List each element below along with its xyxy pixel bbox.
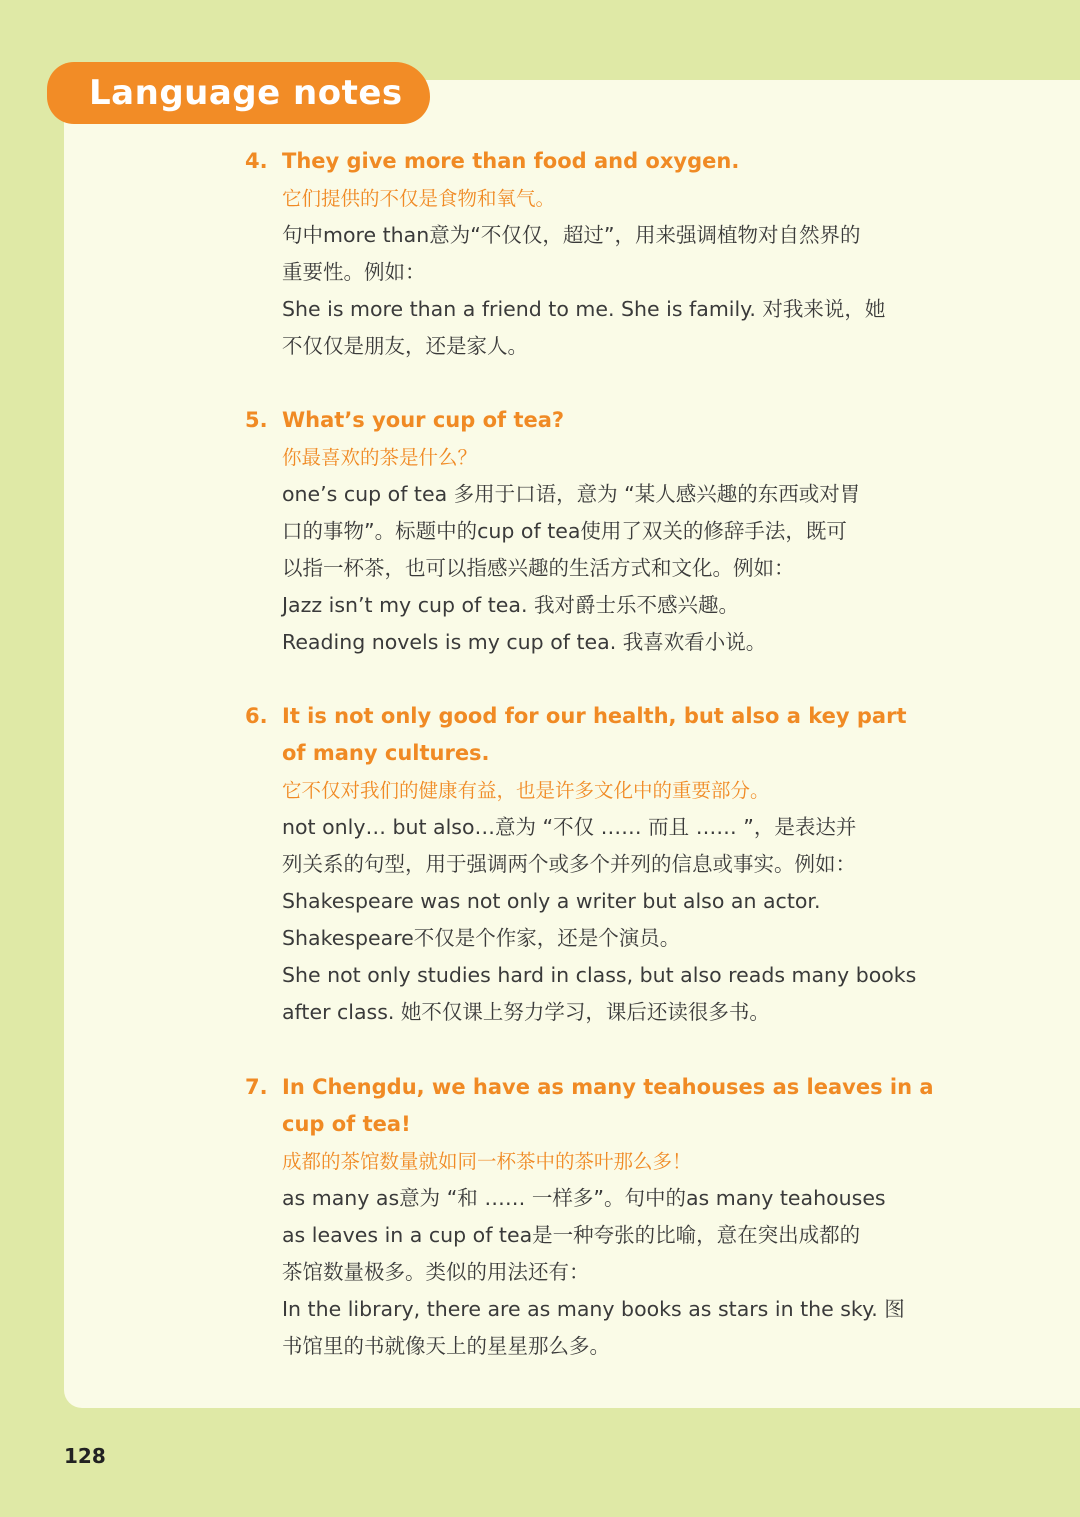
note-title-en: It is not only good for our health, but also a key part <box>282 704 907 728</box>
note-title-zh: 成都的茶馆数量就如同一杯茶中的茶叶那么多！ <box>282 1150 692 1173</box>
section-header-tab <box>47 62 430 124</box>
note-body <box>282 143 922 365</box>
note-text-line: Shakespeare was not only a writer but also an actor. <box>282 889 821 913</box>
note-title-en: of many cultures. <box>282 741 490 765</box>
note-text-line: 句中more than意为“不仅仅，超过”，用来强调植物对自然界的 <box>282 223 861 247</box>
note-body <box>282 402 922 661</box>
note-text-line: In the library, there are as many books as stars in the sky. 图 <box>282 1297 905 1321</box>
note-text-line: Reading novels is my cup of tea. 我喜欢看小说。 <box>282 630 767 654</box>
note-text-line: not only… but also…意为 “不仅 …… 而且 …… ”，是表达并 <box>282 815 857 839</box>
note-number: 7. <box>245 1075 268 1099</box>
section-title: Language notes <box>89 73 403 113</box>
note-number: 4. <box>245 149 268 173</box>
note-text-line: Jazz isn’t my cup of tea. 我对爵士乐不感兴趣。 <box>282 593 740 617</box>
note-body <box>282 698 922 1031</box>
note-title-en: They give more than food and oxygen. <box>282 149 740 173</box>
note-text-line: She is more than a friend to me. She is family. 对我来说，她 <box>282 297 886 321</box>
note-text-line: She not only studies hard in class, but also reads many books <box>282 963 917 987</box>
note-body <box>282 1069 934 1365</box>
note-title-en: cup of tea! <box>282 1112 411 1136</box>
note-text-line: as leaves in a cup of tea是一种夸张的比喻，意在突出成都的 <box>282 1223 861 1247</box>
note-text-line: 口的事物”。标题中的cup of tea使用了双关的修辞手法，既可 <box>282 519 847 543</box>
note-number: 6. <box>245 704 268 728</box>
note-text-line: 茶馆数量极多。类似的用法还有： <box>282 1260 590 1284</box>
note-text-line: 不仅仅是朋友，还是家人。 <box>282 334 528 358</box>
note-title-zh: 你最喜欢的茶是什么？ <box>282 446 478 469</box>
note-number: 5. <box>245 408 268 432</box>
note-text-line: Shakespeare不仅是个作家，还是个演员。 <box>282 926 681 950</box>
note-title-en: In Chengdu, we have as many teahouses as leaves in a <box>282 1075 934 1099</box>
note-text-line: after class. 她不仅课上努力学习，课后还读很多书。 <box>282 1000 770 1024</box>
note-text-line: 列关系的句型，用于强调两个或多个并列的信息或事实。例如： <box>282 852 856 876</box>
note-text-line: as many as意为 “和 …… 一样多”。句中的as many teahouses <box>282 1186 886 1210</box>
note-text-line: one’s cup of tea 多用于口语，意为 “某人感兴趣的东西或对胃 <box>282 482 861 506</box>
note-title-zh: 它不仅对我们的健康有益，也是许多文化中的重要部分。 <box>282 779 770 802</box>
note-title-zh: 它们提供的不仅是食物和氧气。 <box>282 187 556 210</box>
note-title-en: What’s your cup of tea? <box>282 408 565 432</box>
note-text-line: 书馆里的书就像天上的星星那么多。 <box>282 1334 610 1358</box>
page-number: 128 <box>64 1444 106 1468</box>
note-text-line: 以指一杯茶，也可以指感兴趣的生活方式和文化。例如： <box>282 556 795 580</box>
note-text-line: 重要性。例如： <box>282 260 426 284</box>
